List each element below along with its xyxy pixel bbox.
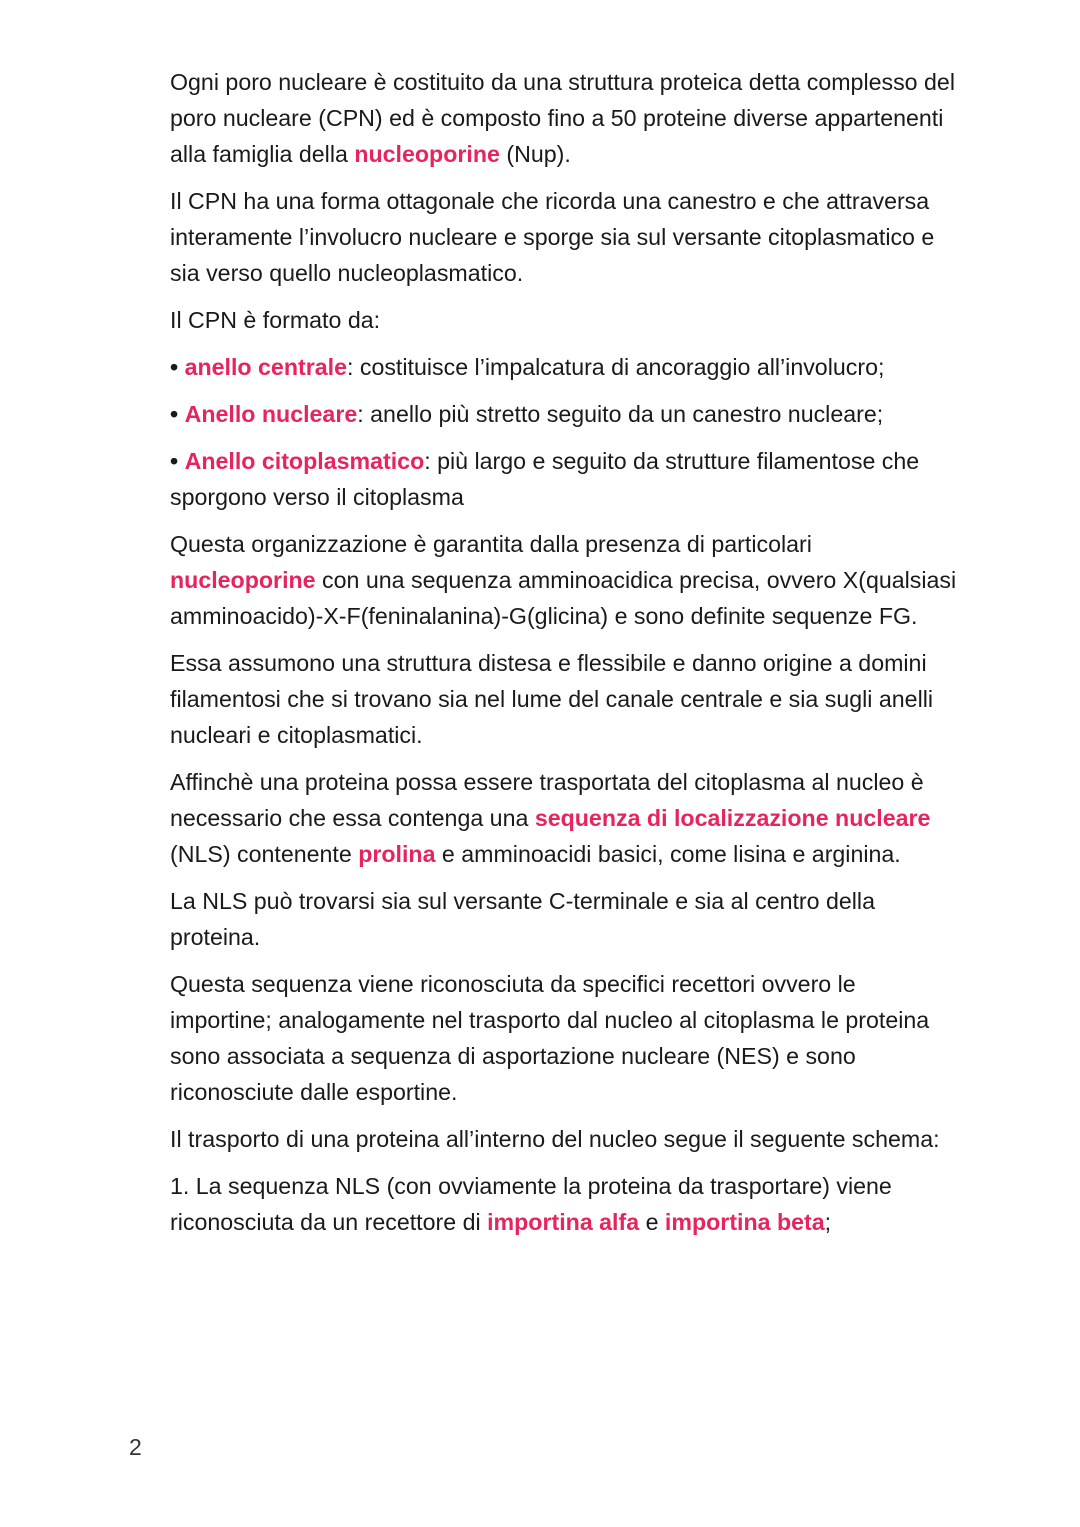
bullet-icon: • bbox=[170, 401, 179, 427]
bullet-icon: • bbox=[170, 448, 179, 474]
highlight-term: Anello nucleare bbox=[184, 401, 358, 427]
bullet-item: • anello centrale: costituisce l’impalcatura di ancoraggio all’involucro; bbox=[170, 354, 885, 380]
highlight-term: Anello citoplasmatico bbox=[184, 448, 425, 474]
highlight-prolina: prolina bbox=[358, 841, 436, 867]
paragraph-filament-domains: Essa assumono una struttura distesa e flessibile e danno origine a domini filamentosi che si trovano sia nel lume del canale centrale e sia sugli anelli nucleari e citoplasmatici. bbox=[170, 650, 934, 748]
paragraph-transport-scheme: Il trasporto di una proteina all’interno del nucleo segue il seguente schema: bbox=[170, 1126, 940, 1152]
bullet-item: • Anello nucleare: anello più stretto seguito da un canestro nucleare; bbox=[170, 401, 884, 427]
paragraph-step-1: 1. La sequenza NLS (con ovviamente la proteina da trasportare) viene riconosciuta da un recettore di importina alfa e importina beta; bbox=[170, 1173, 892, 1235]
highlight-importina-alfa: importina alfa bbox=[487, 1209, 640, 1235]
paragraph-importine: Questa sequenza viene riconosciuta da specifici recettori ovvero le importine; analogamente nel trasporto dal nucleo al citoplasma le proteina sono associata a sequenza di asportazione nucleare (NES) e sono riconosciute dalle esportine. bbox=[170, 971, 930, 1105]
page-number: 2 bbox=[129, 1434, 142, 1460]
paragraph-nls: Affinchè una proteina possa essere trasportata del citoplasma al nucleo è necessario che essa contenga una sequenza di localizzazione nucleare (NLS) contenente prolina e amminoacidi basici, come lisina e arginina. bbox=[170, 769, 931, 867]
paragraph-fg-sequences: Questa organizzazione è garantita dalla presenza di particolari nucleoporine con una sequenza amminoacidica precisa, ovvero X(qualsiasi amminoacido)-X-F(feninalanina)-G(glicina) e sono definite sequenze FG. bbox=[170, 531, 957, 629]
paragraph-cpn-shape: Il CPN ha una forma ottagonale che ricorda una canestro e che attraversa interamente l’involucro nucleare e sporge sia sul versante citoplasmatico e sia verso quello nucleoplasmatico. bbox=[170, 188, 935, 286]
highlight-term: anello centrale bbox=[184, 354, 347, 380]
paragraph-npc-intro: Ogni poro nucleare è costituito da una struttura proteica detta complesso del poro nucleare (CPN) ed è composto fino a 50 proteine diverse appartenenti alla famiglia della nucleoporine (Nup). bbox=[170, 69, 955, 167]
paragraph-cpn-formed: Il CPN è formato da: bbox=[170, 307, 381, 333]
highlight-nucleoporine: nucleoporine bbox=[170, 567, 316, 593]
paragraph-nls-position: La NLS può trovarsi sia sul versante C-terminale e sia al centro della proteina. bbox=[170, 888, 875, 950]
document-body bbox=[170, 64, 960, 1251]
bullet-icon: • bbox=[170, 354, 179, 380]
highlight-nucleoporine: nucleoporine bbox=[354, 141, 500, 167]
highlight-nls: sequenza di localizzazione nucleare bbox=[534, 805, 931, 831]
bullet-item: • Anello citoplasmatico: più largo e seguito da strutture filamentose che sporgono verso il citoplasma bbox=[170, 448, 920, 510]
highlight-importina-beta: importina beta bbox=[664, 1209, 825, 1235]
